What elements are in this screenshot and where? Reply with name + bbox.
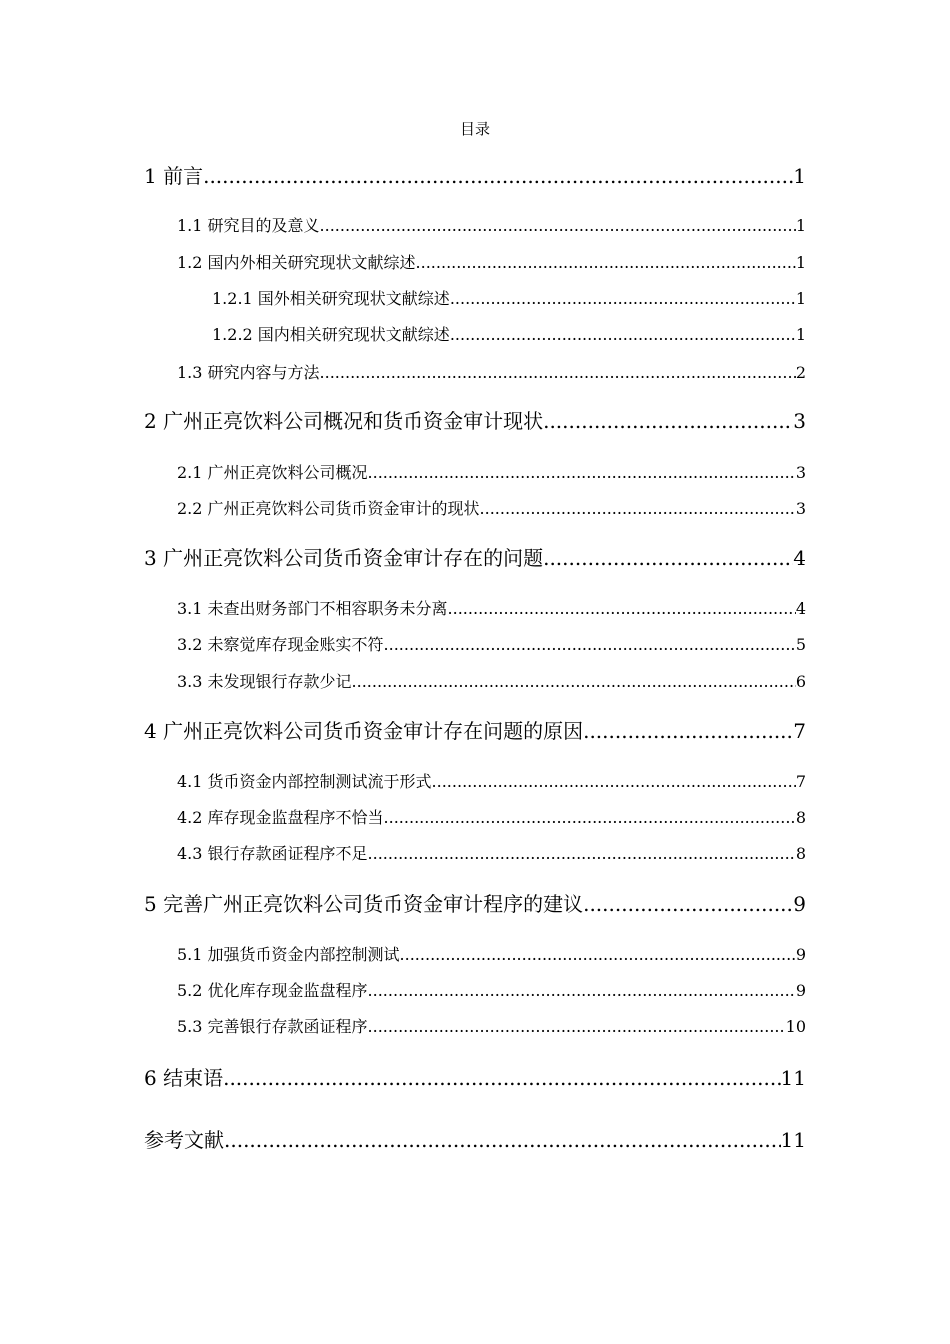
toc-entry-label: 1.2.1 国外相关研究现状文献综述 bbox=[212, 289, 450, 308]
toc-entry[interactable] bbox=[144, 891, 806, 917]
toc-entry-label: 1.3 研究内容与方法 bbox=[177, 363, 320, 382]
toc-entry[interactable] bbox=[177, 1016, 806, 1038]
toc-entry[interactable] bbox=[177, 634, 806, 656]
toc-entry-label: 4.1 货币资金内部控制测试流于形式 bbox=[177, 772, 432, 791]
toc-entry[interactable] bbox=[177, 771, 806, 793]
toc-entry[interactable] bbox=[177, 498, 806, 520]
toc-entry-page: 2 bbox=[795, 363, 806, 382]
toc-entry-label: 3.1 未查出财务部门不相容职务未分离 bbox=[177, 599, 448, 618]
toc-entry-page: 7 bbox=[795, 772, 806, 791]
toc-entry-label: 1.1 研究目的及意义 bbox=[177, 216, 320, 235]
toc-entry-page: 3 bbox=[795, 499, 806, 518]
toc-entry[interactable] bbox=[177, 362, 806, 384]
toc-entry-page: 7 bbox=[793, 719, 806, 743]
toc-entry-page: 5 bbox=[795, 635, 806, 654]
toc-entry-page: 8 bbox=[795, 808, 806, 827]
toc-entry[interactable] bbox=[177, 980, 806, 1002]
toc-entry-page: 1 bbox=[793, 164, 806, 188]
toc-entry[interactable] bbox=[144, 408, 806, 434]
dot-leader bbox=[223, 1065, 780, 1091]
toc-entry-label: 2.1 广州正亮饮料公司概况 bbox=[177, 463, 368, 482]
toc-entry-label: 1.2 国内外相关研究现状文献综述 bbox=[177, 253, 416, 272]
dot-leader bbox=[320, 362, 796, 384]
toc-entry-label: 4.3 银行存款函证程序不足 bbox=[177, 844, 368, 863]
toc-entry[interactable] bbox=[177, 671, 806, 693]
toc-entry-page: 9 bbox=[793, 892, 806, 916]
dot-leader bbox=[583, 891, 793, 917]
dot-leader bbox=[384, 807, 796, 829]
toc-entry-page: 3 bbox=[795, 463, 806, 482]
toc-entry-page: 11 bbox=[780, 1066, 806, 1090]
dot-leader bbox=[368, 462, 796, 484]
toc-entry-label: 3 广州正亮饮料公司货币资金审计存在的问题 bbox=[144, 546, 544, 570]
dot-leader bbox=[352, 671, 796, 693]
toc-entry-page: 3 bbox=[793, 409, 806, 433]
toc-entry-page: 1 bbox=[795, 289, 806, 308]
toc-entry[interactable] bbox=[144, 1065, 806, 1091]
dot-leader bbox=[416, 252, 796, 274]
dot-leader bbox=[368, 843, 796, 865]
toc-entry-page: 11 bbox=[780, 1128, 806, 1152]
dot-leader bbox=[400, 944, 796, 966]
toc-entry-label: 1 前言 bbox=[144, 164, 204, 188]
toc-entry-label: 1.2.2 国内相关研究现状文献综述 bbox=[212, 325, 450, 344]
toc-entry[interactable] bbox=[177, 462, 806, 484]
dot-leader bbox=[368, 980, 796, 1002]
toc-entry-label: 5.3 完善银行存款函证程序 bbox=[177, 1017, 368, 1036]
page-title: 目录 bbox=[459, 120, 490, 138]
toc-entry-page: 4 bbox=[793, 546, 806, 570]
toc-entry[interactable] bbox=[144, 163, 806, 189]
dot-leader bbox=[320, 215, 796, 237]
toc-entry-label: 6 结束语 bbox=[144, 1066, 224, 1090]
toc-entry-page: 9 bbox=[795, 945, 806, 964]
toc-entry-label: 3.2 未察觉库存现金账实不符 bbox=[177, 635, 384, 654]
toc-entry-page: 6 bbox=[795, 672, 806, 691]
toc-entry-label: 参考文献 bbox=[144, 1128, 224, 1152]
toc-entry-label: 2 广州正亮饮料公司概况和货币资金审计现状 bbox=[144, 409, 544, 433]
toc-entry-label: 5.2 优化库存现金监盘程序 bbox=[177, 981, 368, 1000]
toc-entry[interactable] bbox=[177, 843, 806, 865]
toc-entry-page: 4 bbox=[795, 599, 806, 618]
toc-entry-page: 1 bbox=[795, 325, 806, 344]
dot-leader bbox=[368, 1016, 786, 1038]
dot-leader bbox=[450, 288, 796, 310]
dot-leader bbox=[384, 634, 796, 656]
dot-leader bbox=[543, 545, 793, 571]
dot-leader bbox=[583, 718, 793, 744]
dot-leader bbox=[432, 771, 796, 793]
toc-entry-page: 9 bbox=[795, 981, 806, 1000]
toc-entry-label: 5 完善广州正亮饮料公司货币资金审计程序的建议 bbox=[144, 892, 584, 916]
toc-entry-label: 4.2 库存现金监盘程序不恰当 bbox=[177, 808, 384, 827]
toc-entry[interactable] bbox=[177, 944, 806, 966]
toc-entry-page: 10 bbox=[785, 1017, 806, 1036]
toc-entry-page: 1 bbox=[795, 253, 806, 272]
toc-entry-label: 3.3 未发现银行存款少记 bbox=[177, 672, 352, 691]
toc-entry[interactable] bbox=[177, 807, 806, 829]
toc-entry[interactable] bbox=[144, 1127, 806, 1153]
dot-leader bbox=[480, 498, 796, 520]
toc-entry[interactable] bbox=[212, 324, 806, 346]
toc-entry[interactable] bbox=[177, 598, 806, 620]
toc-entry-label: 4 广州正亮饮料公司货币资金审计存在问题的原因 bbox=[144, 719, 584, 743]
dot-leader bbox=[448, 598, 796, 620]
dot-leader bbox=[450, 324, 796, 346]
dot-leader bbox=[203, 163, 793, 189]
toc-entry[interactable] bbox=[212, 288, 806, 310]
dot-leader bbox=[543, 408, 793, 434]
toc-entry[interactable] bbox=[177, 252, 806, 274]
toc-entry[interactable] bbox=[177, 215, 806, 237]
toc-entry[interactable] bbox=[144, 718, 806, 744]
toc-entry-page: 1 bbox=[795, 216, 806, 235]
toc-entry-page: 8 bbox=[795, 844, 806, 863]
dot-leader bbox=[224, 1127, 781, 1153]
toc-entry[interactable] bbox=[144, 545, 806, 571]
toc-entry-label: 5.1 加强货币资金内部控制测试 bbox=[177, 945, 400, 964]
toc-entry-label: 2.2 广州正亮饮料公司货币资金审计的现状 bbox=[177, 499, 480, 518]
